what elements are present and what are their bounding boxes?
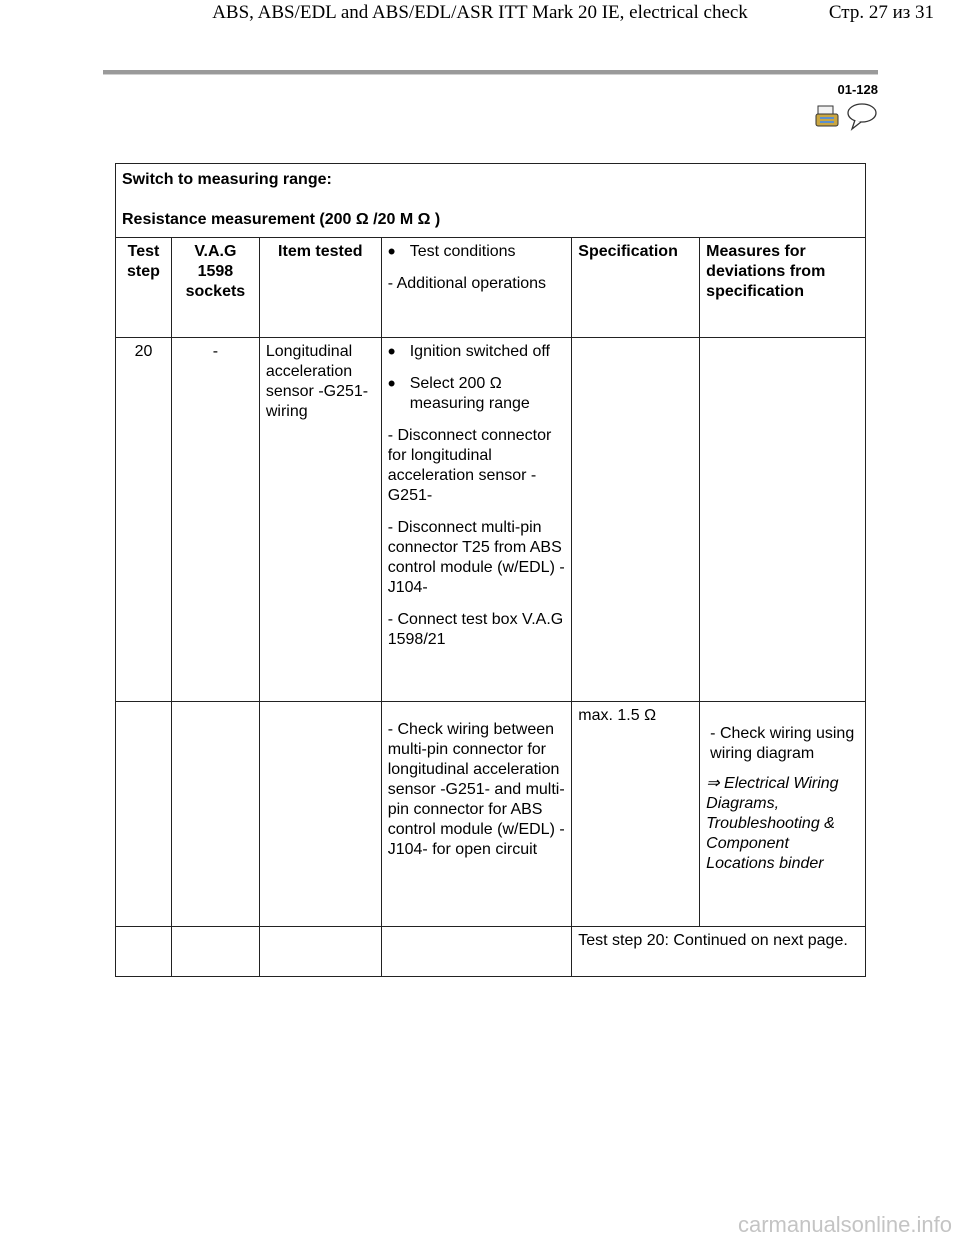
toolbar-icons — [815, 102, 879, 132]
page-indicator: Стр. 27 из 31 — [828, 2, 934, 23]
bullet-icon: • — [387, 339, 396, 364]
cell-conditions — [381, 338, 572, 702]
document-title: ABS, ABS/EDL and ABS/EDL/ASR ITT Mark 20 IE, electrical check — [212, 2, 748, 23]
header-test-conditions: Test conditions — [409, 243, 516, 260]
header-additional-operations: - Additional operations — [387, 275, 547, 292]
cell-measures-empty — [700, 338, 866, 702]
operation-3: - Connect test box V.A.G 1598/21 — [387, 611, 564, 648]
header-test-step: Test step — [116, 238, 172, 338]
measure-wiring-reference[interactable] — [706, 774, 859, 874]
cell-sockets: - — [171, 338, 259, 702]
operation-1: - Disconnect connector for longitudinal acceleration sensor -G251- — [387, 427, 552, 504]
cell-empty — [116, 702, 172, 927]
table-intro — [116, 164, 866, 238]
cell-item-tested: Longitudinal acceleration sensor -G251- wiring — [259, 338, 381, 702]
condition-bullet-1: Ignition switched off — [409, 343, 550, 360]
header-divider — [103, 70, 878, 75]
printer-icon[interactable] — [816, 106, 838, 126]
cell-empty — [259, 702, 381, 927]
watermark: carmanualsonline.info — [737, 1212, 952, 1237]
speech-bubble-icon[interactable] — [848, 104, 876, 129]
cell-continued-note: Test step 20: Continued on next page. — [572, 927, 866, 977]
cell-check-wiring: - Check wiring between multi-pin connector for longitudinal acceleration sensor -G251- and multi-pin connector for ABS control module (w/EDL) -J104- for open circuit — [381, 702, 572, 927]
operation-2: - Disconnect multi-pin connector T25 from ABS control module (w/EDL) -J104- — [387, 519, 565, 596]
cell-empty — [116, 927, 172, 977]
cell-specification-empty — [572, 338, 700, 702]
cell-empty — [171, 927, 259, 977]
header-vag-sockets: V.A.G 1598 sockets — [171, 238, 259, 338]
header-conditions — [381, 238, 572, 338]
intro-line-1: Switch to measuring range: — [122, 171, 332, 188]
bullet-icon: • — [387, 239, 396, 264]
test-table — [115, 163, 866, 977]
condition-bullet-2: Select 200 Ω measuring range — [409, 375, 530, 412]
bullet-icon: • — [387, 371, 396, 396]
cell-empty — [259, 927, 381, 977]
wiring-reference-link[interactable]: Electrical Wiring Diagrams, Troubleshooting & Component Locations binder — [706, 775, 839, 872]
cell-measures — [700, 702, 866, 927]
document-number: 01-128 — [837, 82, 878, 97]
arrow-right-icon: ⇒ — [706, 775, 720, 792]
cell-test-step: 20 — [116, 338, 172, 702]
cell-empty — [171, 702, 259, 927]
header-measures: Measures for deviations from specification — [700, 238, 866, 338]
cell-specification-value: max. 1.5 Ω — [572, 702, 700, 927]
header-item-tested: Item tested — [259, 238, 381, 338]
intro-line-2: Resistance measurement (200 Ω /20 M Ω ) — [122, 211, 441, 228]
header-specification: Specification — [572, 238, 700, 338]
measure-check-wiring: - Check wiring using wiring diagram — [710, 725, 855, 762]
cell-empty — [381, 927, 572, 977]
